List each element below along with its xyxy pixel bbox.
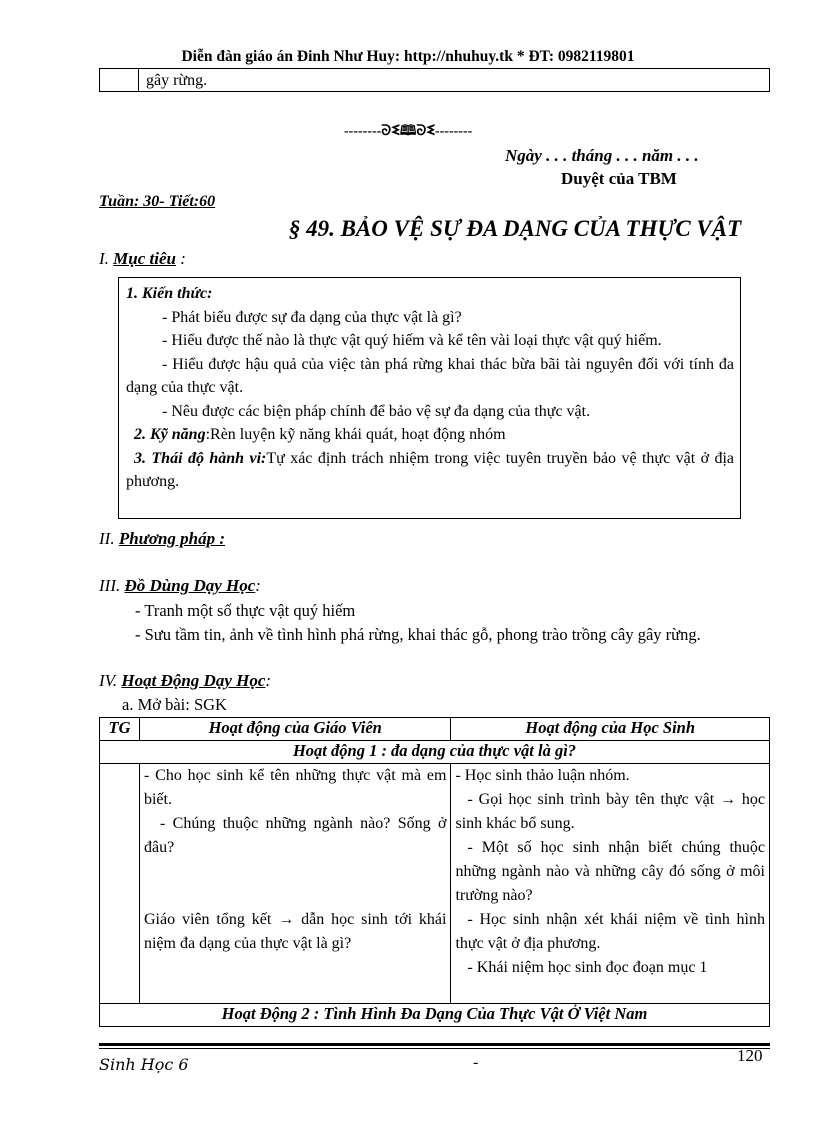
section-title: Mục tiêu <box>113 249 176 268</box>
section-objectives-heading <box>99 249 186 269</box>
intro-line: a. Mở bài: SGK <box>122 695 227 714</box>
footer-rule-thick <box>99 1043 770 1046</box>
footer-rule-thin <box>99 1048 770 1049</box>
section-materials-heading <box>99 576 261 596</box>
teacher-cell <box>139 764 451 1004</box>
skill-label: 2. Kỹ năng <box>134 426 206 443</box>
footer-dash: - <box>473 1054 479 1071</box>
tg-cell <box>100 764 140 1004</box>
section-title: Đồ Dùng Dạy Học <box>124 576 256 595</box>
teacher-item: Giáo viên tổng kết → dẫn học sinh tới khái niệm đa dạng của thực vật là gì? <box>143 911 447 952</box>
student-item: - Gọi học sinh trình bày tên thực vật → học sinh khác bổ sung. <box>455 791 765 832</box>
continued-text: gây rừng. <box>146 72 208 89</box>
date-line: Ngày . . . tháng . . . năm . . . <box>505 146 699 165</box>
materials-list <box>99 599 770 647</box>
attitude-text: Tự xác định trách nhiệm trong việc tuyên truyền bảo vệ thực vật ở địa phương. <box>126 449 734 490</box>
student-item: - Học sinh thảo luận nhóm. <box>455 767 630 784</box>
continued-table <box>99 68 770 92</box>
approval-label: Duyệt của TBM <box>561 169 677 188</box>
material-item: - Sưu tầm tin, ảnh về tình hình phá rừng, khai thác gỗ, phong trào trồng cây gây rừng. <box>135 625 701 644</box>
activity-2-title: Hoạt Động 2 : Tình Hình Đa Dạng Của Thực Vật Ở Việt Nam <box>100 1004 770 1027</box>
activity-1-title: Hoạt động 1 : đa dạng của thực vật là gì? <box>100 741 770 764</box>
section-title: Hoạt Động Dạy Học <box>121 671 266 690</box>
section-number: II. <box>99 529 119 548</box>
section-title: Phương pháp : <box>118 529 226 548</box>
knowledge-label: 1. Kiến thức: <box>126 285 213 302</box>
student-item: - Một số học sinh nhận biết chúng thuộc những ngành nào và những cây đó sống ở môi trường nào? <box>455 839 765 904</box>
activities-table <box>99 717 770 1027</box>
section-divider: --------ᘐᓬ🕮ᘐᓬ-------- <box>344 124 473 139</box>
lesson-title: § 49. BẢO VỆ SỰ ĐA DẠNG CỦA THỰC VẬT <box>288 216 742 241</box>
header-tg: TG <box>100 718 140 741</box>
page-number: 120 <box>737 1046 763 1065</box>
section-colon: : <box>175 249 186 268</box>
section-number: III. <box>99 576 125 595</box>
table-row <box>100 764 770 1004</box>
knowledge-item: - Phát biểu được sự đa dạng của thực vật là gì? <box>162 308 462 326</box>
footer-subject: Sinh Học 6 <box>99 1055 189 1074</box>
activity-row <box>100 1004 770 1027</box>
section-number: IV. <box>99 671 122 690</box>
activity-row <box>100 741 770 764</box>
header-student: Hoạt động của Học Sinh <box>451 718 770 741</box>
student-item: - Học sinh nhận xét khái niệm về tình hình thực vật ở địa phương. <box>455 911 765 952</box>
attitude-label: 3. Thái độ hành vi: <box>134 449 267 467</box>
skill-line <box>126 423 734 447</box>
objectives-box <box>118 277 741 519</box>
section-colon: : <box>265 671 272 690</box>
header-teacher: Hoạt động của Giáo Viên <box>139 718 451 741</box>
skill-text: :Rèn luyện kỹ năng khái quát, hoạt động nhóm <box>205 426 506 443</box>
student-item: - Khái niệm học sinh đọc đoạn mục 1 <box>467 959 708 976</box>
continued-tg-cell <box>100 69 139 91</box>
teacher-item: - Cho học sinh kể tên những thực vật mà em biết. <box>143 767 447 808</box>
section-number: I. <box>99 249 114 268</box>
section-activities-heading <box>99 671 271 691</box>
teacher-item: - Chúng thuộc những ngành nào? Sống ở đâu? <box>143 815 447 856</box>
section-colon: : <box>255 576 261 595</box>
page-header: Diễn đàn giáo án Đinh Như Huy: http://nhuhuy.tk * ĐT: 0982119801 <box>181 48 635 65</box>
knowledge-item: - Nêu được các biện pháp chính để bảo vệ sự đa dạng của thực vật. <box>162 402 591 420</box>
attitude-line <box>126 447 734 494</box>
week-label: Tuần: 30- Tiết:60 <box>99 193 216 210</box>
knowledge-item: - Hiểu được hậu quả của việc tàn phá rừng khai thác bừa bãi tài nguyên đối với tính đa dạng của thực vật. <box>126 355 734 396</box>
section-method-heading <box>99 529 225 549</box>
knowledge-item: - Hiểu được thế nào là thực vật quý hiếm và kể tên vài loại thực vật quý hiếm. <box>162 332 662 349</box>
table-header-row <box>100 718 770 741</box>
student-cell <box>451 764 770 1004</box>
material-item: - Tranh một số thực vật quý hiếm <box>135 601 356 620</box>
